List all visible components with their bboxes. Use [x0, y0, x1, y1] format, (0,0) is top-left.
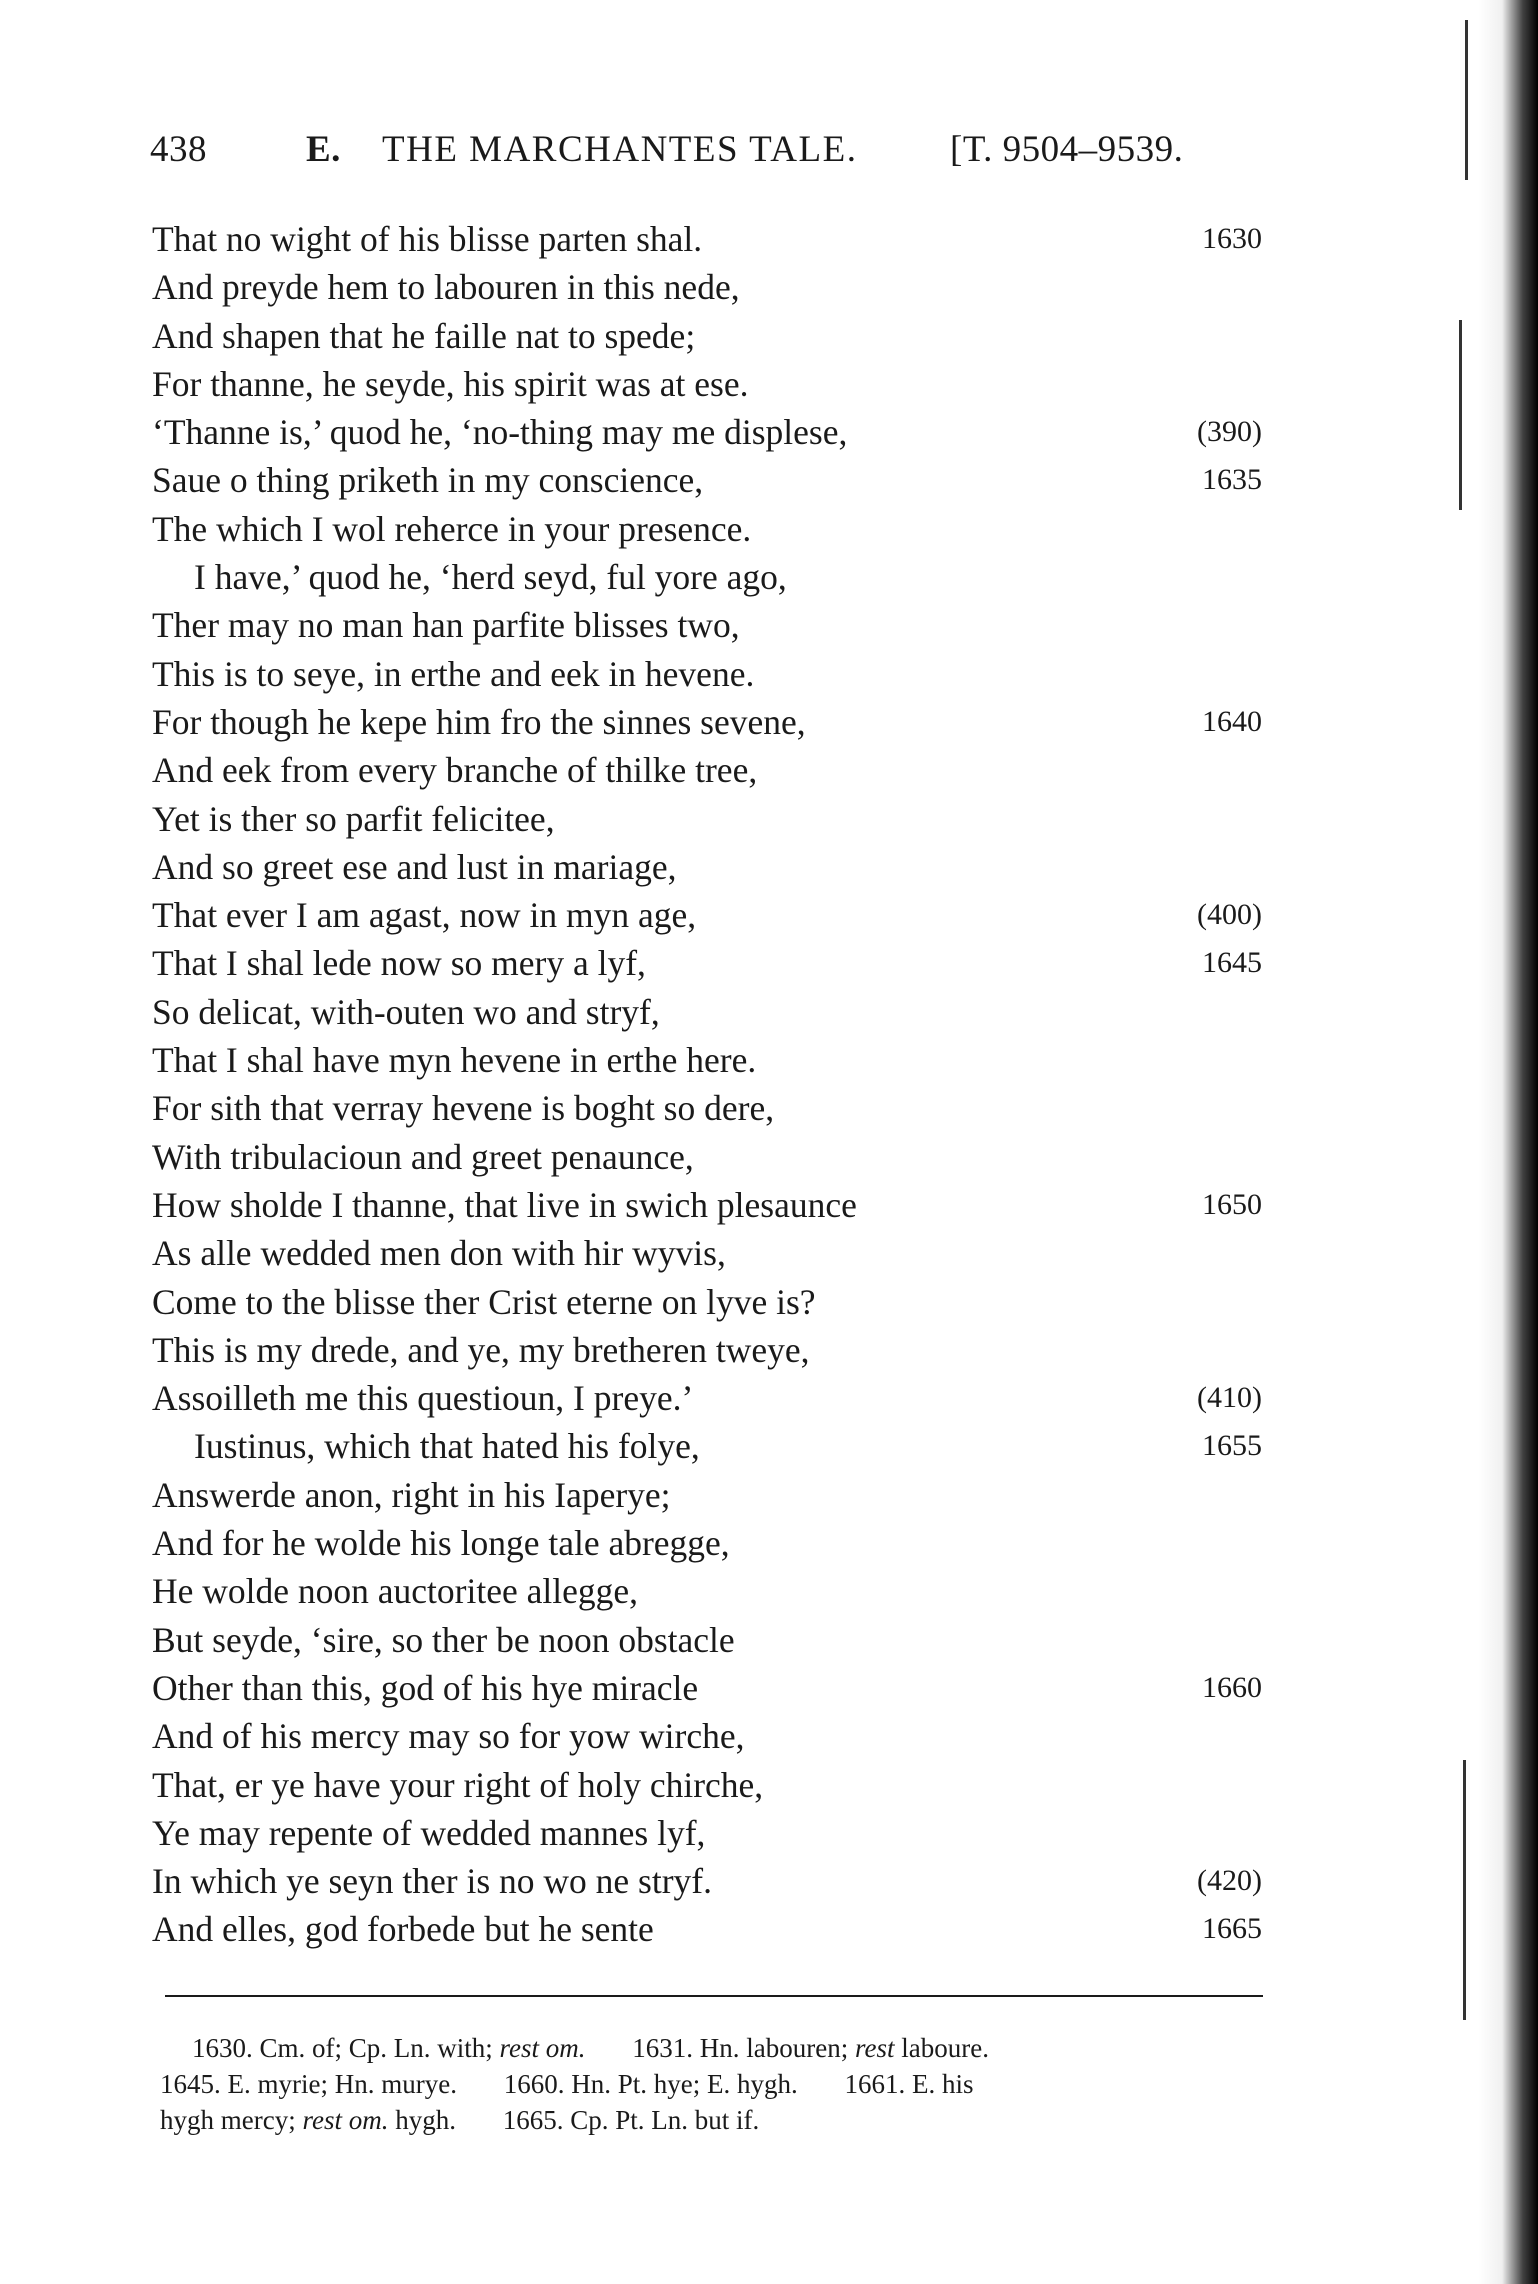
- line-number: 1660: [1202, 1670, 1262, 1704]
- verse-text: And eek from every branche of thilke tree,: [152, 750, 758, 791]
- verse-text: That I shal lede now so mery a lyf,: [152, 943, 646, 984]
- page-number: 438: [150, 129, 207, 170]
- line-range: [T. 9504–9539.: [950, 129, 1184, 170]
- verse-text: As alle wedded men don with hir wyvis,: [152, 1233, 726, 1274]
- footnote-text: laboure.: [901, 2033, 989, 2063]
- verse-line: [152, 1809, 1262, 1857]
- verse-line: [152, 505, 1262, 553]
- verse-text: Assoilleth me this questioun, I preye.’: [152, 1378, 694, 1419]
- footnote-text: rest om.: [302, 2105, 389, 2135]
- verse-line: [152, 601, 1262, 649]
- line-number: 1650: [1202, 1187, 1262, 1221]
- verse-line: [152, 1084, 1262, 1132]
- verse-text: That ever I am agast, now in myn age,: [152, 895, 697, 936]
- verse-line: [152, 1374, 1262, 1422]
- verse-text: Iustinus, which that hated his folye,: [194, 1426, 700, 1467]
- verse-line: [152, 360, 1262, 408]
- verse-text: The which I wol reherce in your presence.: [152, 508, 752, 549]
- footnote-text: 1645. E. myrie; Hn. murye.: [160, 2069, 457, 2099]
- footnote-line: [160, 2102, 1230, 2138]
- verse-text: How sholde I thanne, that live in swich plesaunce: [152, 1184, 857, 1225]
- verse-line: [152, 1422, 1262, 1470]
- scan-artifact-line: [1463, 1760, 1466, 2020]
- verse-text: Ye may repente of wedded mannes lyf,: [152, 1812, 706, 1853]
- verse-line: [152, 939, 1262, 987]
- verse-line: [152, 215, 1262, 263]
- verse-line: [152, 1471, 1262, 1519]
- verse-line: [152, 891, 1262, 939]
- footnote-text: 1665. Cp. Pt. Ln. but if.: [502, 2105, 760, 2135]
- footnote-divider: [165, 1995, 1263, 1997]
- verse-line: [152, 1761, 1262, 1809]
- verse-line: [152, 698, 1262, 746]
- verse-text: That I shal have myn hevene in erthe here.: [152, 1040, 757, 1081]
- verse-text: He wolde noon auctoritee allegge,: [152, 1571, 638, 1612]
- footnote-text: rest om.: [499, 2033, 586, 2063]
- verse-line: [152, 1519, 1262, 1567]
- verse-line: [152, 795, 1262, 843]
- verse-text: And of his mercy may so for yow wirche,: [152, 1716, 745, 1757]
- verse-line: [152, 1567, 1262, 1615]
- verse-text: Yet is ther so parfit felicitee,: [152, 798, 555, 839]
- verse-line: [152, 1905, 1262, 1953]
- footnote-text: rest: [854, 2033, 895, 2063]
- verse-line: [152, 843, 1262, 891]
- footnote-text: hygh.: [395, 2105, 456, 2135]
- verse-text: Saue o thing priketh in my conscience,: [152, 460, 704, 501]
- footnotes: [160, 2030, 1270, 2138]
- verse-text: And preyde hem to labouren in this nede,: [152, 267, 740, 308]
- verse-text: This is my drede, and ye, my bretheren tweye,: [152, 1329, 810, 1370]
- verse-text: With tribulacioun and greet penaunce,: [152, 1136, 694, 1177]
- footnote-text: 1660. Hn. Pt. hye; E. hygh.: [503, 2069, 798, 2099]
- verse-line: [152, 1664, 1262, 1712]
- verse-text: So delicat, with-outen wo and stryf,: [152, 991, 660, 1032]
- verse-text: For though he kepe him fro the sinnes sevene,: [152, 701, 806, 742]
- verse-text: Ther may no man han parfite blisses two,: [152, 605, 740, 646]
- footnote-text: hygh mercy;: [160, 2105, 296, 2135]
- verse-line: [152, 1036, 1262, 1084]
- verse-line: [152, 263, 1262, 311]
- verse-text: This is to seye, in erthe and eek in hevene.: [152, 653, 755, 694]
- footnote-line: [160, 2066, 1230, 2102]
- verse-line: [152, 312, 1262, 360]
- verse-text: And shapen that he faille nat to spede;: [152, 315, 696, 356]
- line-number: 1645: [1202, 946, 1262, 980]
- verse-text: That no wight of his blisse parten shal.: [152, 219, 703, 259]
- verse-text: And so greet ese and lust in mariage,: [152, 846, 677, 887]
- line-number: 1665: [1202, 1912, 1262, 1946]
- verse-text: And for he wolde his longe tale abregge,: [152, 1523, 730, 1564]
- line-number: 1640: [1202, 704, 1262, 738]
- verse-line: [152, 408, 1262, 456]
- binding-edge-shadow: [1478, 0, 1538, 2284]
- verse-text: Answerde anon, right in his Iaperye;: [152, 1474, 671, 1515]
- verse-line: [152, 1133, 1262, 1181]
- scan-artifact-line: [1465, 20, 1468, 180]
- verse-text: But seyde, ‘sire, so ther be noon obstacle: [152, 1619, 735, 1660]
- scan-artifact-line: [1459, 320, 1462, 510]
- verse-line: [152, 1278, 1262, 1326]
- line-number: (420): [1197, 1864, 1262, 1898]
- verse-text: ‘Thanne is,’ quod he, ‘no-thing may me displese,: [152, 412, 848, 453]
- line-number: (410): [1197, 1381, 1262, 1415]
- verse-line: [152, 1712, 1262, 1760]
- verse-line: [152, 1181, 1262, 1229]
- verse-text: For thanne, he seyde, his spirit was at ese.: [152, 363, 749, 404]
- verse-text: In which ye seyn ther is no wo ne stryf.: [152, 1861, 712, 1902]
- verse-text: Other than this, god of his hye miracle: [152, 1667, 699, 1708]
- line-number: 1655: [1202, 1429, 1262, 1463]
- verse-line: [152, 553, 1262, 601]
- verse-text: And elles, god forbede but he sente: [152, 1909, 654, 1950]
- line-number: 1635: [1202, 463, 1262, 497]
- verse-line: [152, 746, 1262, 794]
- footnote-line: [192, 2030, 1262, 2066]
- verse-line: [152, 1616, 1262, 1664]
- verse-line: [152, 650, 1262, 698]
- line-number: 1630: [1202, 222, 1262, 255]
- footnote-text: 1661. E. his: [844, 2069, 974, 2099]
- footnote-text: 1630. Cm. of; Cp. Ln. with;: [192, 2033, 493, 2063]
- verse-text: I have,’ quod he, ‘herd seyd, ful yore ago,: [194, 557, 787, 598]
- page-title: THE MARCHANTES TALE.: [382, 129, 858, 170]
- verse-line: [152, 988, 1262, 1036]
- verse-line: [152, 1326, 1262, 1374]
- verse-block: [152, 215, 1262, 1954]
- verse-text: That, er ye have your right of holy chirche,: [152, 1764, 764, 1805]
- verse-text: For sith that verray hevene is boght so dere,: [152, 1088, 775, 1129]
- footnote-text: 1631. Hn. labouren;: [632, 2033, 849, 2063]
- verse-text: Come to the blisse ther Crist eterne on lyve is?: [152, 1281, 816, 1322]
- line-number: (390): [1197, 415, 1262, 449]
- running-header: [150, 128, 1270, 178]
- line-number: (400): [1197, 898, 1262, 932]
- verse-line: [152, 1857, 1262, 1905]
- verse-line: [152, 456, 1262, 504]
- section-letter: E.: [306, 129, 341, 170]
- verse-line: [152, 1229, 1262, 1277]
